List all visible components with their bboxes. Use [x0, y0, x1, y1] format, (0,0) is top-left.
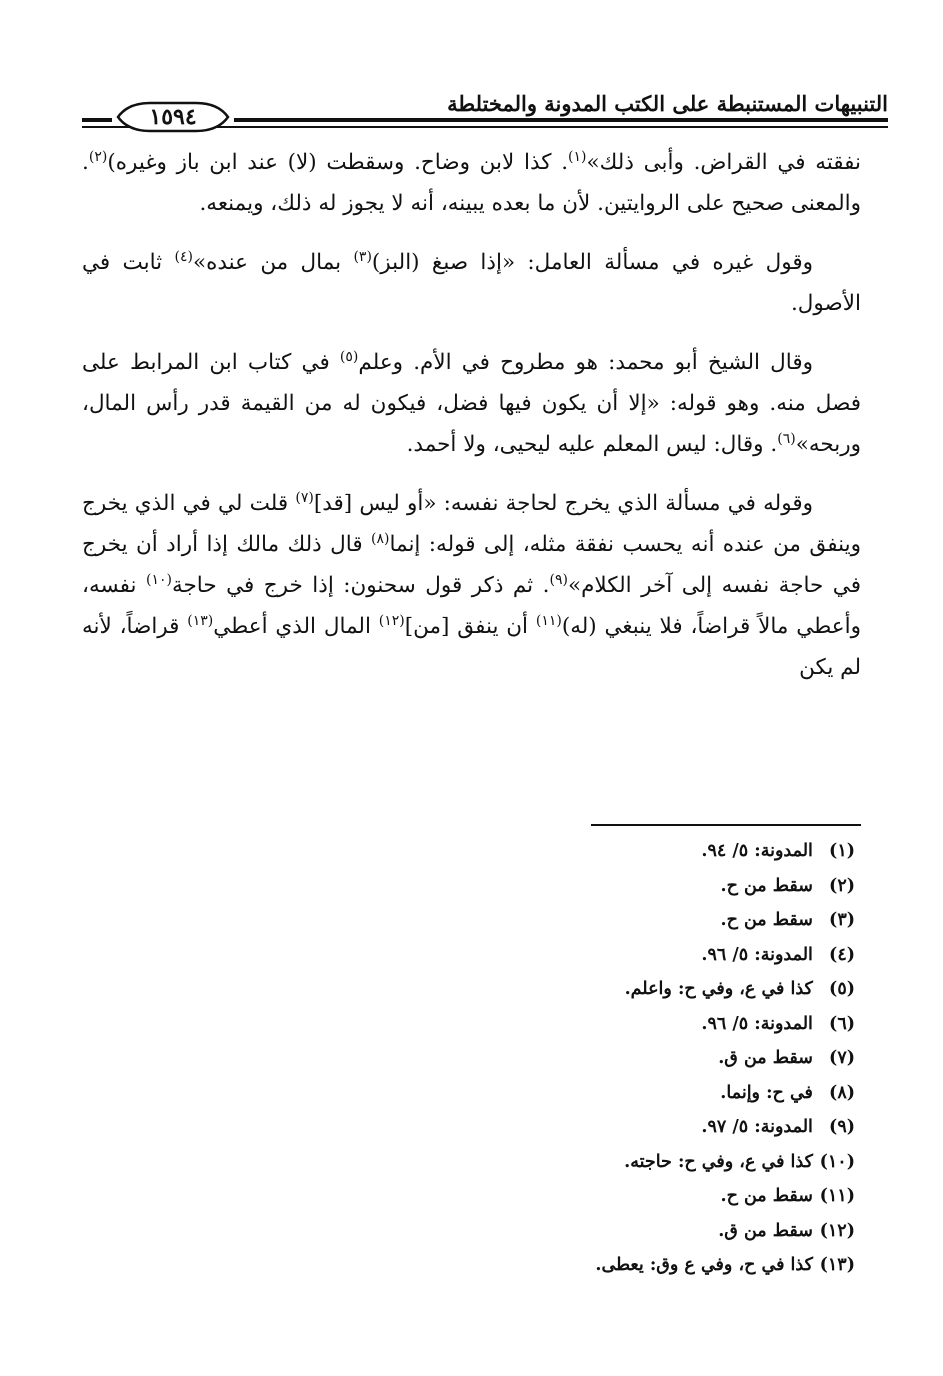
footnote-number: (١٠) — [819, 1151, 855, 1172]
footnote — [82, 1145, 855, 1180]
footnote — [82, 1214, 855, 1249]
footnote — [82, 1179, 855, 1214]
text-segment: بمال من عنده» — [192, 250, 354, 275]
footnote — [82, 903, 855, 938]
footnote-number: (٦) — [829, 1013, 855, 1034]
footnote-number: (٧) — [829, 1048, 855, 1068]
text-segment: نفقته في القراض. وأبى ذلك» — [586, 150, 861, 175]
footnote — [82, 972, 855, 1007]
text-segment: وقول غيره في مسألة العامل: «إذا صبغ (البز) — [371, 250, 813, 275]
footnote-number: (٨) — [829, 1082, 855, 1103]
footnote-number: (٥) — [829, 979, 855, 999]
text-segment: وقال الشيخ أبو محمد: هو مطروح في الأم. وعلم — [358, 350, 813, 375]
paragraph — [82, 142, 861, 224]
footnote — [82, 1110, 855, 1145]
footnote-number: (١) — [829, 841, 855, 861]
footnote-text: سقط من ق. — [718, 1048, 819, 1068]
footnote-text: المدونة: ٥/ ٩٧. — [701, 1117, 819, 1137]
footnote-reference: (٥) — [339, 348, 359, 365]
footnote-text: سقط من ق. — [718, 1220, 819, 1241]
footnote-reference: (٢) — [88, 148, 108, 165]
text-segment: . وقال: ليس المعلم عليه ليحيى، ولا أحمد. — [406, 432, 778, 457]
text-segment: ثابت في الأصول. — [82, 250, 861, 316]
footnote-reference: (٨) — [371, 530, 390, 547]
footnote-number: (١١) — [819, 1186, 855, 1206]
footnote-text: المدونة: ٥/ ٩٦. — [701, 1013, 819, 1034]
page-number-cartouche — [112, 100, 234, 134]
text-segment: . والمعنى صحيح على الروايتين. لأن ما بعده يبينه، أنه لا يجوز له ذلك، ويمنعه. — [82, 150, 861, 216]
footnote — [82, 1007, 855, 1042]
footnote — [82, 834, 855, 869]
paragraph — [82, 342, 861, 465]
footnote-number: (١٢) — [819, 1220, 855, 1241]
footnote-reference: (١٣) — [187, 612, 214, 629]
footnote-reference: (١١) — [535, 612, 562, 629]
footnote-number: (٩) — [829, 1117, 855, 1137]
paragraph — [82, 483, 861, 688]
footnote — [82, 1248, 855, 1283]
footnote — [82, 869, 855, 904]
footnote-number: (٣) — [829, 910, 855, 930]
footnote-text: كذا في ع، وفي ح: واعلم. — [624, 979, 819, 999]
footnote-text: في ح: وإنما. — [720, 1082, 819, 1103]
text-segment: في كتاب ابن المرابط على فصل منه. وهو قوله: «إلا أن يكون فيها فضل، فيكون له من القيمة قدر رأس المال، وربحه» — [82, 350, 861, 457]
footnote-reference: (٩) — [549, 571, 568, 588]
footnote-text: سقط من ح. — [720, 910, 819, 930]
footnote-reference: (١٢) — [378, 612, 405, 629]
text-segment: أن ينفق [من] — [404, 614, 536, 639]
footnote-number: (١٣) — [819, 1255, 855, 1275]
footnote-text: كذا في ع، وفي ح: حاجته. — [624, 1151, 819, 1172]
footnotes — [82, 834, 855, 1283]
footnote-reference: (١٠) — [145, 571, 172, 588]
footnote-text: سقط من ح. — [720, 1186, 819, 1206]
text-segment: نفسه، وأعطي مالاً قراضاً، فلا ينبغي (له) — [82, 573, 861, 639]
footnote — [82, 938, 855, 973]
footnote-number: (٢) — [829, 875, 855, 896]
footnote — [82, 1041, 855, 1076]
footnote-reference: (٧) — [295, 489, 314, 506]
footnote-text: سقط من ح. — [720, 875, 819, 896]
paragraph — [82, 242, 861, 324]
footnote-text: كذا في ح، وفي ع وق: يعطى. — [595, 1255, 819, 1275]
footnote-reference: (٤) — [174, 248, 193, 265]
text-segment: قراضاً، لأنه لم يكن — [82, 614, 861, 680]
running-title: التنبيهات المستنبطة على الكتب المدونة والمختلطة — [447, 91, 888, 116]
text-segment: قلت لي في الذي يخرج وينفق من عنده أنه يحسب نفقة مثله، إلى قوله: إنما — [82, 491, 862, 557]
text-segment: . كذا لابن وضاح. وسقطت (لا) عند ابن باز وغيره) — [107, 150, 569, 175]
footnote-reference: (١) — [568, 148, 587, 165]
page-number: ١٥٩٤ — [149, 104, 197, 130]
footnote-text: المدونة: ٥/ ٩٤. — [701, 841, 819, 861]
text-segment: المال الذي أعطي — [213, 614, 379, 639]
text-segment: وقوله في مسألة الذي يخرج لحاجة نفسه: «أو ليس [قد] — [313, 491, 813, 516]
main-text — [82, 142, 861, 706]
footnote — [82, 1076, 855, 1111]
footnote-separator — [591, 824, 861, 826]
text-segment: قال ذلك مالك إذا أراد أن يخرج في حاجة نفسه إلى آخر الكلام» — [82, 532, 861, 598]
footnote-number: (٤) — [829, 944, 855, 965]
footnote-reference: (٣) — [353, 248, 372, 265]
footnote-reference: (٦) — [777, 430, 796, 447]
text-segment: . ثم ذكر قول سحنون: إذا خرج في حاجة — [171, 573, 550, 598]
footnote-text: المدونة: ٥/ ٩٦. — [701, 944, 819, 965]
